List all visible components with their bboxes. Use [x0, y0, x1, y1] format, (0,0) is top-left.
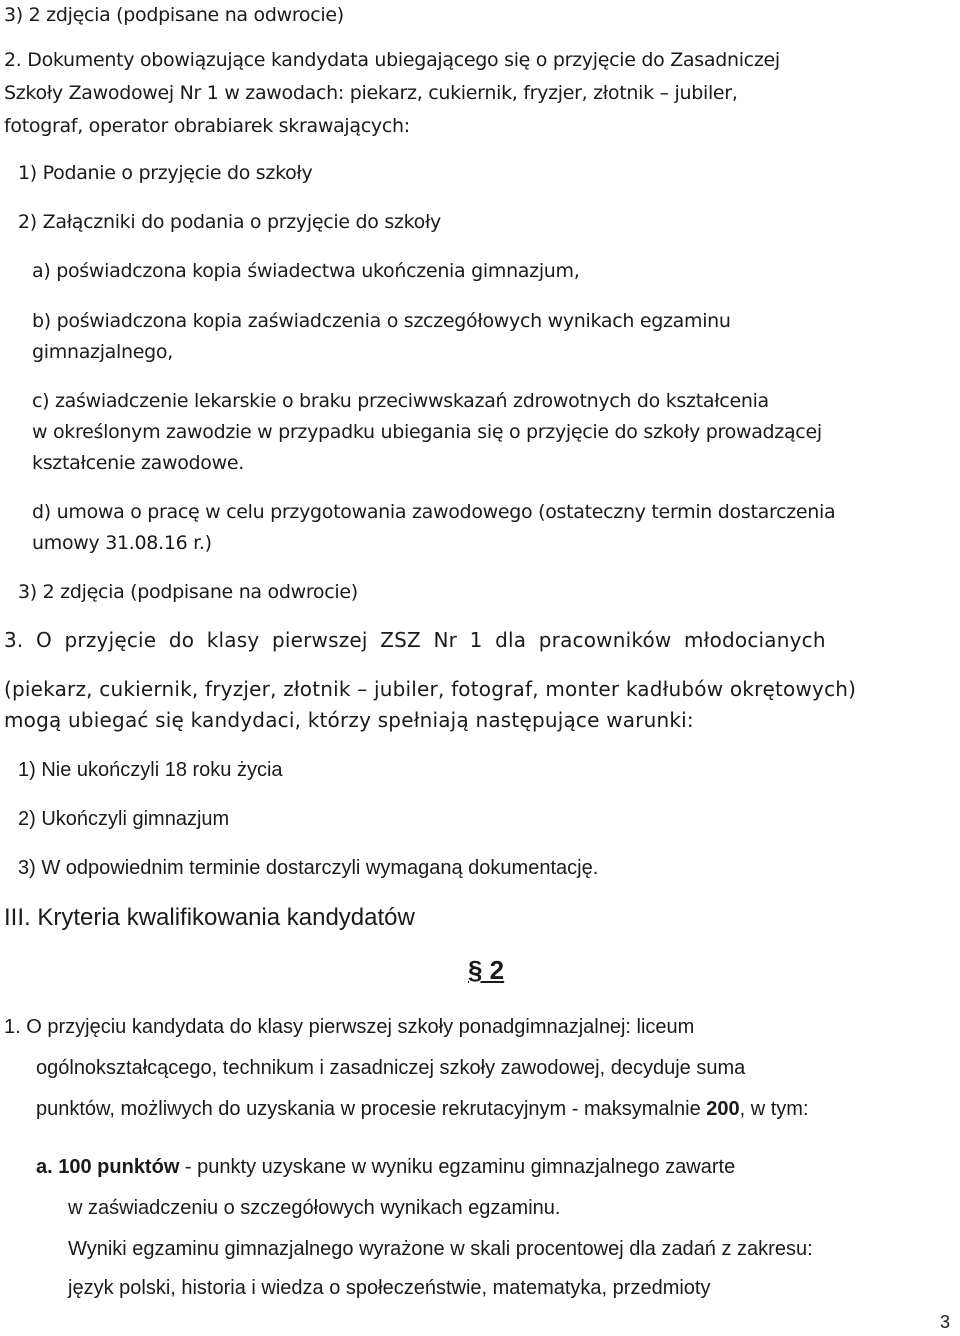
max-points: 200 [706, 1098, 740, 1120]
item-c-medical-line-1: c) zaświadczenie lekarskie o braku przeciwwskazań zdrowotnych do kształcenia [32, 390, 769, 412]
item-c-medical-line-2: w określonym zawodzie w przypadku ubiegania się o przyjęcie do szkoły prowadzącej [32, 421, 822, 443]
item-1-application: 1) Podanie o przyjęcie do szkoły [18, 162, 313, 184]
item-3-photos: 3) 2 zdjęcia (podpisane na odwrocie) [18, 581, 358, 603]
condition-2: 2) Ukończyli gimnazjum [18, 808, 230, 830]
item-d-contract-line-2: umowy 31.08.16 r.) [32, 532, 212, 554]
point-a-text: - punkty uzyskane w wyniku egzaminu gimnazjalnego zawarte [179, 1156, 736, 1178]
point-a-line-2: w zaświadczeniu o szczegółowych wynikach egzaminu. [68, 1197, 561, 1219]
section-3-conditions-intro: mogą ubiegać się kandydaci, którzy spełniają następujące warunki: [4, 708, 694, 732]
page-number: 3 [940, 1312, 951, 1332]
point-1-line-2: ogólnokształcącego, technikum i zasadniczej szkoły zawodowej, decyduje suma [36, 1057, 746, 1079]
condition-3: 3) W odpowiednim terminie dostarczyli wymaganą dokumentację. [18, 857, 599, 879]
section-2-heading-line-2: Szkoły Zawodowej Nr 1 w zawodach: piekarz, cukiernik, fryzjer, złotnik – jubiler, [4, 82, 738, 104]
prev-item-3-photos: 3) 2 zdjęcia (podpisane na odwrocie) [4, 4, 344, 26]
point-1-line-1: 1. O przyjęciu kandydata do klasy pierwszej szkoły ponadgimnazjalnej: liceum [4, 1016, 695, 1038]
point-1-line-3-tail: , w tym: [739, 1098, 809, 1120]
item-2-attachments: 2) Załączniki do podania o przyjęcie do szkoły [18, 211, 441, 233]
point-a-line-1 [36, 1155, 735, 1179]
point-a-line-4: język polski, historia i wiedza o społeczeństwie, matematyka, przedmioty [68, 1277, 711, 1299]
paragraph-sign: § 2 [468, 955, 505, 985]
section-III-heading: III. Kryteria kwalifikowania kandydatów [4, 904, 415, 931]
section-2-heading-line-3: fotograf, operator obrabiarek skrawających: [4, 115, 410, 137]
section-3-professions: (piekarz, cukiernik, fryzjer, złotnik – jubiler, fotograf, monter kadłubów okrętowych) [4, 677, 857, 701]
item-c-medical-line-3: kształcenie zawodowe. [32, 452, 244, 474]
condition-1: 1) Nie ukończyli 18 roku życia [18, 759, 283, 781]
point-a-label: a. 100 punktów [36, 1156, 180, 1178]
item-b-exam-results-line-2: gimnazjalnego, [32, 341, 173, 363]
item-a-certificate-copy: a) poświadczona kopia świadectwa ukończenia gimnazjum, [32, 260, 580, 282]
point-1-line-3-text: punktów, możliwych do uzyskania w procesie rekrutacyjnym - maksymalnie [36, 1098, 707, 1120]
section-3-heading: 3. O przyjęcie do klasy pierwszej ZSZ Nr 1 dla pracowników młodocianych [4, 628, 826, 652]
section-2-heading-line-1: 2. Dokumenty obowiązujące kandydata ubiegającego się o przyjęcie do Zasadniczej [4, 49, 780, 71]
item-b-exam-results-line-1: b) poświadczona kopia zaświadczenia o szczegółowych wynikach egzaminu [32, 310, 731, 332]
point-1-line-3 [36, 1097, 809, 1121]
item-d-contract-line-1: d) umowa o pracę w celu przygotowania zawodowego (ostateczny termin dostarczenia [32, 501, 836, 523]
point-a-line-3: Wyniki egzaminu gimnazjalnego wyrażone w skali procentowej dla zadań z zakresu: [68, 1238, 813, 1260]
